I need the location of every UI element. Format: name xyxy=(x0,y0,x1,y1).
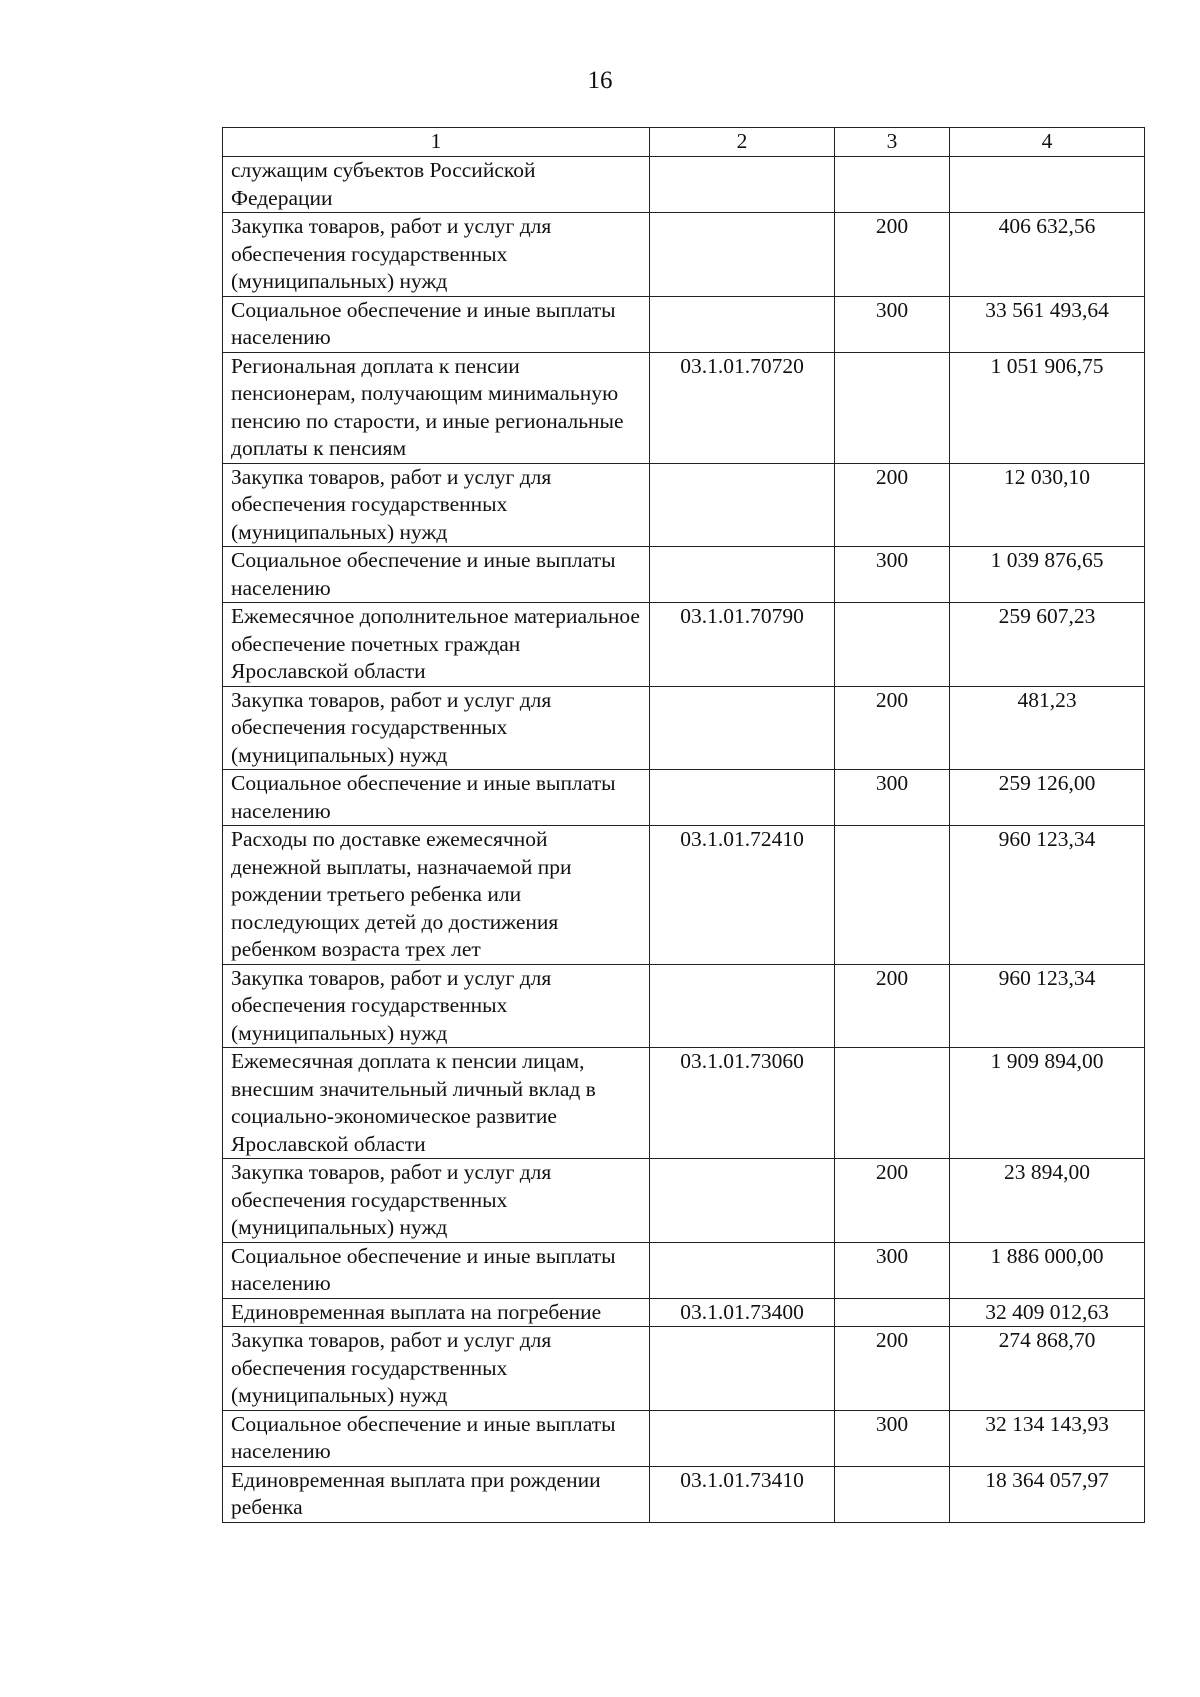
row-code xyxy=(650,1327,835,1411)
row-code: 03.1.01.70790 xyxy=(650,603,835,687)
row-expense-type xyxy=(835,352,950,463)
row-name: Ежемесячное дополнительное материальное обеспечение почетных граждан Ярославской области xyxy=(223,603,650,687)
row-expense-type xyxy=(835,157,950,213)
row-code xyxy=(650,1410,835,1466)
table-row xyxy=(223,603,1145,687)
row-code xyxy=(650,770,835,826)
row-amount: 481,23 xyxy=(950,686,1145,770)
table-row xyxy=(223,1466,1145,1522)
row-amount: 960 123,34 xyxy=(950,826,1145,965)
page-number: 16 xyxy=(587,67,613,94)
row-expense-type: 200 xyxy=(835,1327,950,1411)
row-name: Закупка товаров, работ и услуг для обеспечения государственных (муниципальных) нужд xyxy=(223,964,650,1048)
row-amount: 1 909 894,00 xyxy=(950,1048,1145,1159)
row-expense-type: 200 xyxy=(835,213,950,297)
row-name: Региональная доплата к пенсии пенсионерам, получающим минимальную пенсию по старости, и иные региональные доплаты к пенсиям xyxy=(223,352,650,463)
row-code xyxy=(650,1242,835,1298)
row-amount: 259 126,00 xyxy=(950,770,1145,826)
table-row xyxy=(223,770,1145,826)
row-amount: 32 134 143,93 xyxy=(950,1410,1145,1466)
row-amount: 259 607,23 xyxy=(950,603,1145,687)
row-amount: 18 364 057,97 xyxy=(950,1466,1145,1522)
row-name: Ежемесячная доплата к пенсии лицам, внесшим значительный личный вклад в социально-экономическое развитие Ярославской области xyxy=(223,1048,650,1159)
row-code xyxy=(650,547,835,603)
table-row xyxy=(223,1159,1145,1243)
table-row xyxy=(223,547,1145,603)
row-expense-type xyxy=(835,603,950,687)
row-expense-type xyxy=(835,1048,950,1159)
row-name: Единовременная выплата на погребение xyxy=(223,1298,650,1327)
row-expense-type: 200 xyxy=(835,686,950,770)
row-code: 03.1.01.72410 xyxy=(650,826,835,965)
row-expense-type: 300 xyxy=(835,547,950,603)
row-code: 03.1.01.73410 xyxy=(650,1466,835,1522)
row-name: Расходы по доставке ежемесячной денежной выплаты, назначаемой при рождении третьего ребенка или последующих детей до достижения ребенком возраста трех лет xyxy=(223,826,650,965)
row-code xyxy=(650,463,835,547)
table-row xyxy=(223,157,1145,213)
row-amount: 406 632,56 xyxy=(950,213,1145,297)
row-amount: 1 886 000,00 xyxy=(950,1242,1145,1298)
row-code xyxy=(650,213,835,297)
row-amount xyxy=(950,157,1145,213)
table-header-row xyxy=(223,128,1145,157)
row-amount: 23 894,00 xyxy=(950,1159,1145,1243)
table-body xyxy=(223,157,1145,1523)
row-expense-type xyxy=(835,1298,950,1327)
row-expense-type: 300 xyxy=(835,1242,950,1298)
table-row xyxy=(223,296,1145,352)
row-expense-type: 200 xyxy=(835,1159,950,1243)
table-row xyxy=(223,964,1145,1048)
table-row xyxy=(223,1048,1145,1159)
row-code xyxy=(650,1159,835,1243)
row-name: Закупка товаров, работ и услуг для обеспечения государственных (муниципальных) нужд xyxy=(223,463,650,547)
row-code: 03.1.01.73060 xyxy=(650,1048,835,1159)
column-header-1: 1 xyxy=(223,128,650,157)
row-name: Социальное обеспечение и иные выплаты населению xyxy=(223,296,650,352)
row-name: Социальное обеспечение и иные выплаты населению xyxy=(223,547,650,603)
table-row xyxy=(223,1298,1145,1327)
row-name: Социальное обеспечение и иные выплаты населению xyxy=(223,1410,650,1466)
row-expense-type xyxy=(835,826,950,965)
budget-table xyxy=(222,127,1145,1523)
table-row xyxy=(223,1242,1145,1298)
row-name: Закупка товаров, работ и услуг для обеспечения государственных (муниципальных) нужд xyxy=(223,1327,650,1411)
row-expense-type: 200 xyxy=(835,463,950,547)
row-amount: 960 123,34 xyxy=(950,964,1145,1048)
table-row xyxy=(223,686,1145,770)
table-row xyxy=(223,826,1145,965)
row-name: Закупка товаров, работ и услуг для обеспечения государственных (муниципальных) нужд xyxy=(223,686,650,770)
row-code xyxy=(650,157,835,213)
row-name: Социальное обеспечение и иные выплаты населению xyxy=(223,770,650,826)
row-code: 03.1.01.73400 xyxy=(650,1298,835,1327)
table-row xyxy=(223,1327,1145,1411)
row-expense-type: 300 xyxy=(835,296,950,352)
row-code xyxy=(650,296,835,352)
row-amount: 12 030,10 xyxy=(950,463,1145,547)
column-header-2: 2 xyxy=(650,128,835,157)
row-amount: 274 868,70 xyxy=(950,1327,1145,1411)
row-name: Закупка товаров, работ и услуг для обеспечения государственных (муниципальных) нужд xyxy=(223,213,650,297)
row-name: служащим субъектов Российской Федерации xyxy=(223,157,650,213)
row-amount: 1 039 876,65 xyxy=(950,547,1145,603)
table-row xyxy=(223,463,1145,547)
row-code: 03.1.01.70720 xyxy=(650,352,835,463)
table-row xyxy=(223,1410,1145,1466)
table-row xyxy=(223,352,1145,463)
row-expense-type: 300 xyxy=(835,1410,950,1466)
row-amount: 33 561 493,64 xyxy=(950,296,1145,352)
table-row xyxy=(223,213,1145,297)
row-name: Закупка товаров, работ и услуг для обеспечения государственных (муниципальных) нужд xyxy=(223,1159,650,1243)
row-expense-type xyxy=(835,1466,950,1522)
row-expense-type: 300 xyxy=(835,770,950,826)
column-header-3: 3 xyxy=(835,128,950,157)
row-name: Социальное обеспечение и иные выплаты населению xyxy=(223,1242,650,1298)
column-header-4: 4 xyxy=(950,128,1145,157)
row-amount: 32 409 012,63 xyxy=(950,1298,1145,1327)
row-code xyxy=(650,686,835,770)
row-expense-type: 200 xyxy=(835,964,950,1048)
row-amount: 1 051 906,75 xyxy=(950,352,1145,463)
row-name: Единовременная выплата при рождении ребенка xyxy=(223,1466,650,1522)
row-code xyxy=(650,964,835,1048)
